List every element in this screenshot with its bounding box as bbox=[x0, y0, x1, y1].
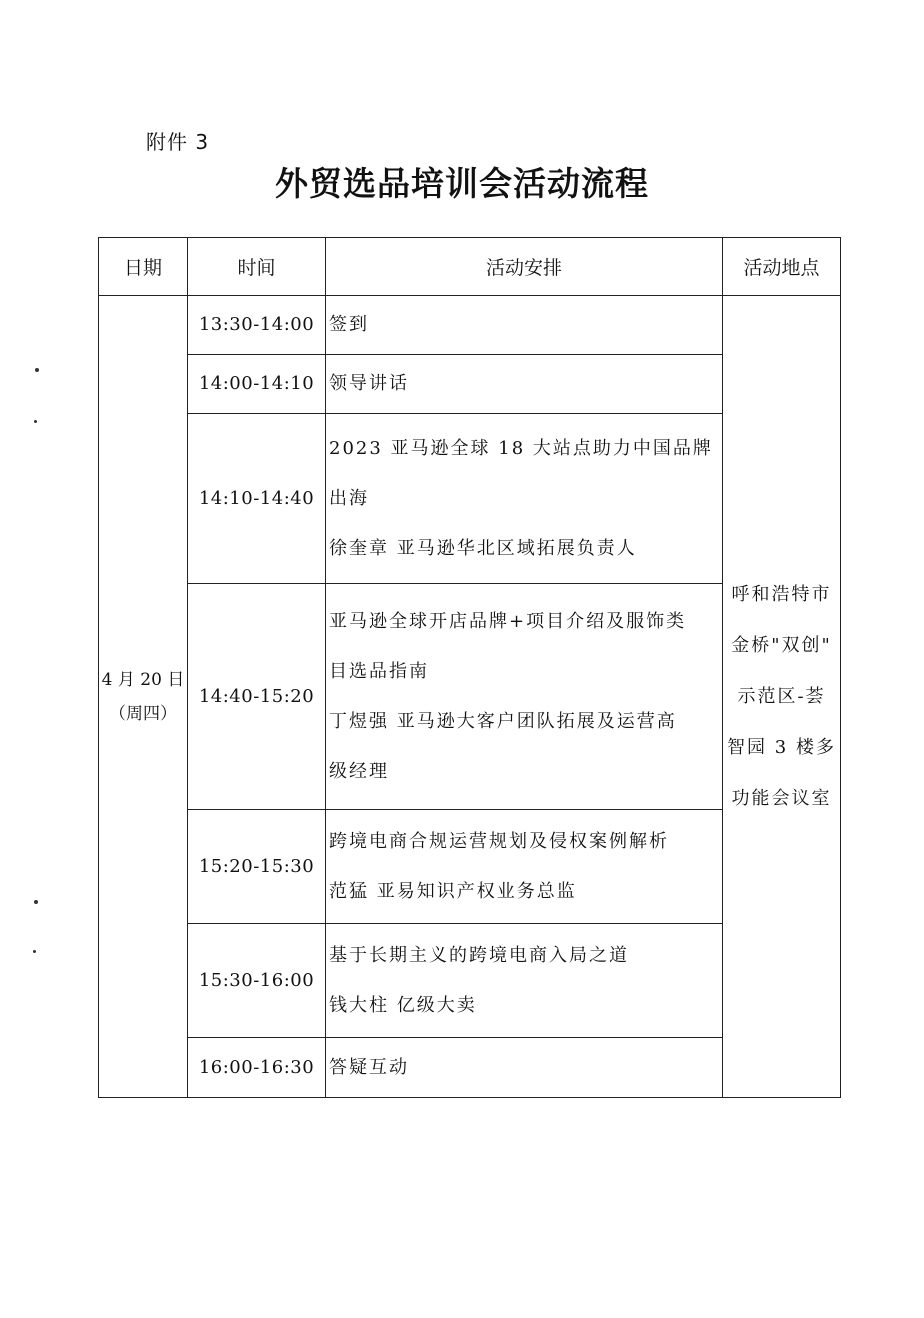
activity-cell bbox=[326, 584, 723, 810]
activity-line: 目选品指南 bbox=[329, 660, 429, 682]
time-cell: 14:40-15:20 bbox=[188, 584, 326, 810]
activity-line: 领导讲话 bbox=[329, 373, 409, 394]
activity-cell bbox=[326, 810, 723, 924]
activity-cell bbox=[326, 924, 723, 1038]
activity-line: 基于长期主义的跨境电商入局之道 bbox=[329, 944, 629, 966]
activity-line: 签到 bbox=[329, 314, 369, 335]
activity-line: 跨境电商合规运营规划及侵权案例解析 bbox=[329, 830, 669, 852]
time-cell: 16:00-16:30 bbox=[188, 1038, 326, 1098]
scan-speck bbox=[33, 950, 36, 953]
location-line: 呼和浩特市 bbox=[731, 584, 832, 605]
scan-speck bbox=[35, 368, 39, 372]
scan-speck bbox=[34, 420, 37, 423]
activity-cell bbox=[326, 355, 723, 414]
activity-line: 出海 bbox=[329, 487, 369, 509]
activity-line: 亚马逊全球开店品牌+项目介绍及服饰类 bbox=[329, 610, 687, 632]
time-cell: 15:30-16:00 bbox=[188, 924, 326, 1038]
activity-line: 徐奎章 亚马逊华北区域拓展负责人 bbox=[329, 537, 637, 559]
activity-line: 2023 亚马逊全球 18 大站点助力中国品牌 bbox=[329, 437, 713, 459]
header-activity: 活动安排 bbox=[326, 238, 723, 296]
weekday-text: （周四） bbox=[109, 703, 177, 724]
time-cell: 14:10-14:40 bbox=[188, 414, 326, 584]
date-text: 4 月 20 日 bbox=[101, 669, 185, 690]
location-cell bbox=[723, 296, 841, 1098]
location-line: 智园 3 楼多 bbox=[727, 737, 836, 758]
time-cell: 13:30-14:00 bbox=[188, 296, 326, 355]
activity-line: 答疑互动 bbox=[329, 1056, 409, 1078]
header-location: 活动地点 bbox=[723, 238, 841, 296]
time-cell: 15:20-15:30 bbox=[188, 810, 326, 924]
location-line: 示范区-荟 bbox=[737, 686, 826, 707]
location-line: 金桥"双创" bbox=[731, 635, 832, 656]
time-cell: 14:00-14:10 bbox=[188, 355, 326, 414]
activity-cell bbox=[326, 1038, 723, 1098]
document-title: 外贸选品培训会活动流程 bbox=[275, 164, 649, 203]
activity-line: 级经理 bbox=[329, 760, 389, 782]
header-time: 时间 bbox=[188, 238, 326, 296]
activity-cell bbox=[326, 414, 723, 584]
schedule-table bbox=[98, 237, 841, 1098]
activity-line: 钱大柱 亿级大卖 bbox=[329, 994, 477, 1016]
table-row bbox=[99, 296, 841, 355]
table-header-row bbox=[99, 238, 841, 296]
activity-line: 范猛 亚易知识产权业务总监 bbox=[329, 880, 577, 902]
activity-cell bbox=[326, 296, 723, 355]
date-cell bbox=[99, 296, 188, 1098]
attachment-label: 附件 3 bbox=[146, 130, 210, 154]
location-line: 功能会议室 bbox=[731, 788, 832, 809]
scan-speck bbox=[34, 900, 38, 904]
header-date: 日期 bbox=[99, 238, 188, 296]
activity-line: 丁煜强 亚马逊大客户团队拓展及运营高 bbox=[329, 710, 677, 732]
